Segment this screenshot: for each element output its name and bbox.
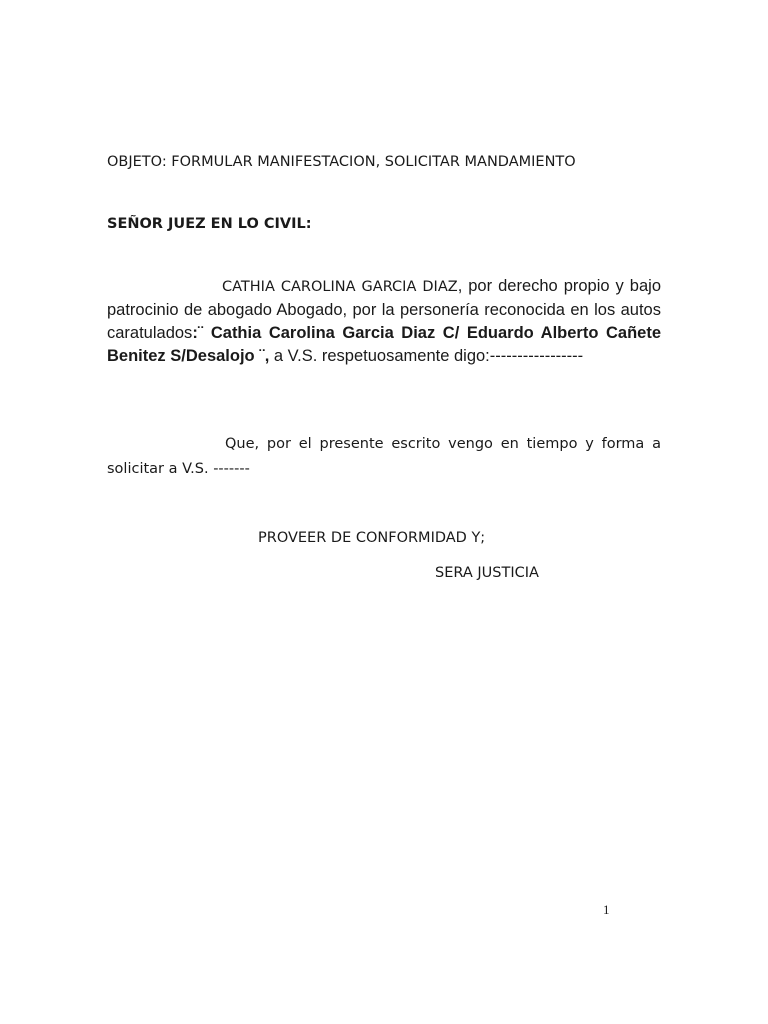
paragraph-intro-closing: a V.S. respetuosamente digo:----------------- xyxy=(269,347,584,365)
closing-line-2: SERA JUSTICIA xyxy=(435,565,539,581)
document-subject: OBJETO: FORMULAR MANIFESTACION, SOLICITAR MANDAMIENTO xyxy=(107,154,576,170)
paragraph-request xyxy=(107,432,661,482)
document-salutation: SEÑOR JUEZ EN LO CIVIL: xyxy=(107,216,312,232)
petitioner-name: CATHIA CAROLINA GARCIA DIAZ xyxy=(222,279,458,295)
page-number: 1 xyxy=(603,902,610,917)
case-title: :¨ Cathia Carolina Garcia Diaz C/ Eduardo Alberto Cañete Benitez S/Desalojo ¨, xyxy=(107,324,661,365)
paragraph-request-text: Que, por el presente escrito vengo en tiempo y forma a solicitar a V.S. ------- xyxy=(107,436,661,477)
closing-line-1: PROVEER DE CONFORMIDAD Y; xyxy=(258,530,486,546)
paragraph-introduction xyxy=(107,275,661,368)
paragraph-intro-text: , por derecho propio y bajo patrocinio de abogado Abogado, por la personería reconocida en los autos caratulados xyxy=(107,277,661,342)
